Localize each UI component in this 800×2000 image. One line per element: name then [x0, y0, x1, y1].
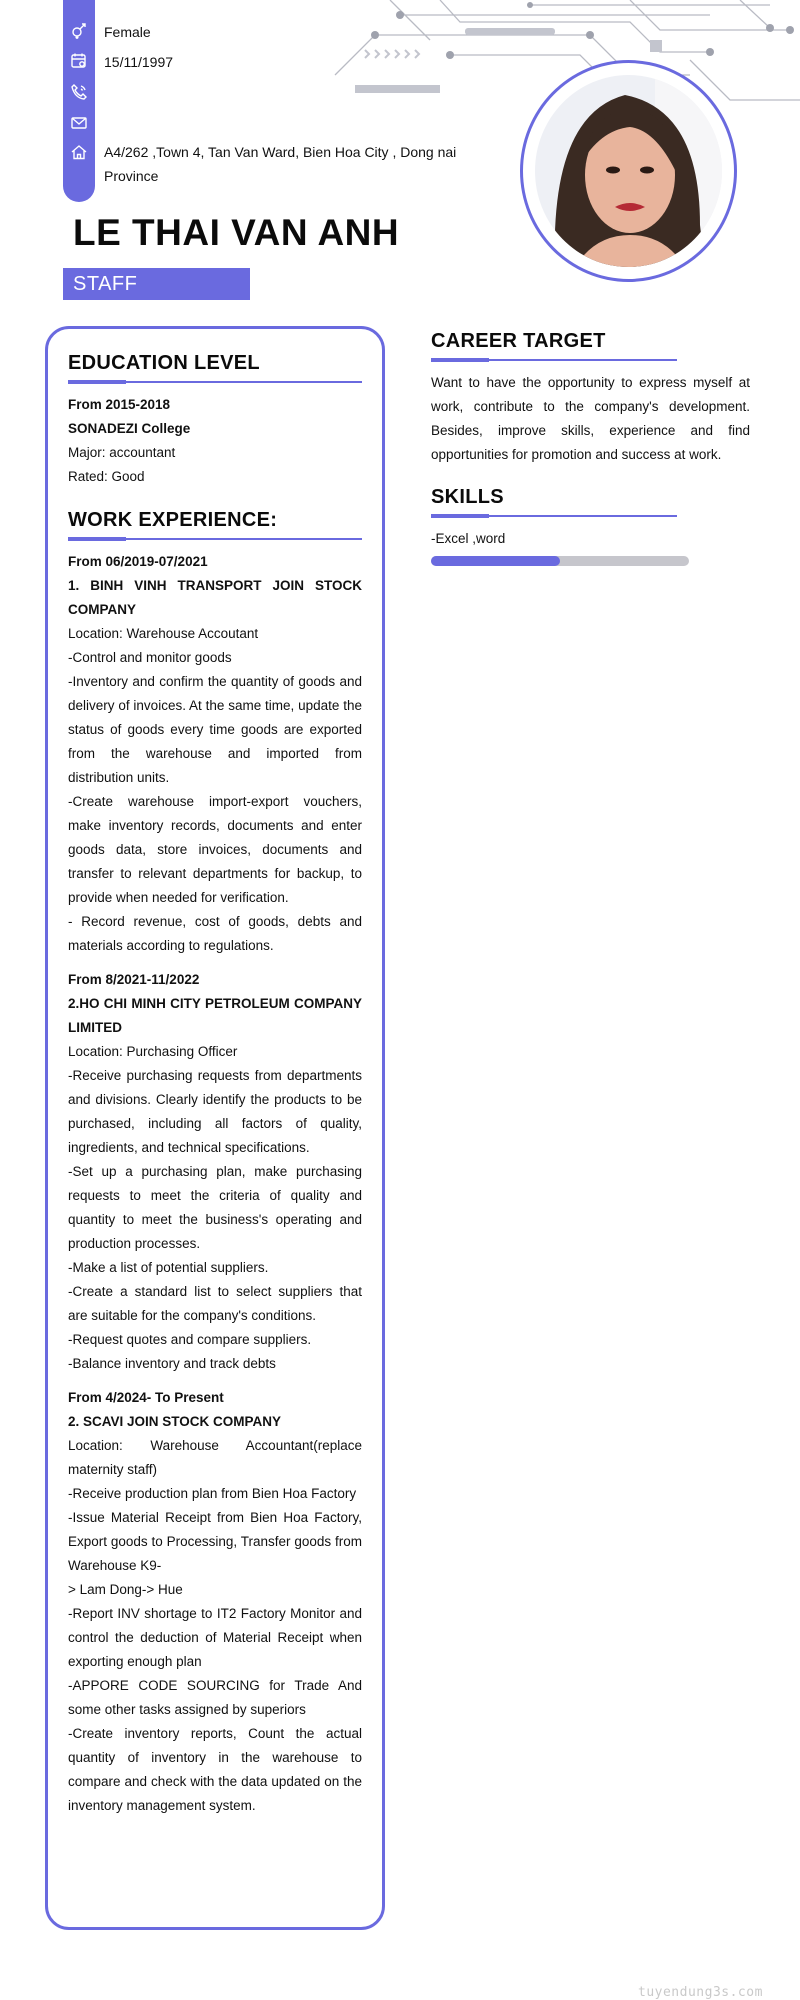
work-heading: WORK EXPERIENCE:	[68, 509, 278, 531]
job-line: -Report INV shortage to IT2 Factory Monitor and control the deduction of Material Receipt when exporting enough plan	[68, 1606, 362, 1669]
job-period: From 8/2021-11/2022	[68, 972, 200, 987]
education-major: Major: accountant	[68, 445, 176, 460]
job-line: -Create a standard list to select suppliers that are suitable for the company's conditions.	[68, 1284, 362, 1323]
job-line: -Make a list of potential suppliers.	[68, 1260, 269, 1275]
skill-bar-fill	[431, 556, 560, 566]
job-line: -Request quotes and compare suppliers.	[68, 1332, 312, 1347]
job-entry	[68, 550, 362, 958]
home-icon	[70, 143, 88, 161]
phone-icon	[70, 83, 88, 101]
mail-icon	[70, 114, 88, 132]
position-title: STAFF	[63, 268, 250, 300]
job-line: -Balance inventory and track debts	[68, 1356, 276, 1371]
education-period: From 2015-2018	[68, 397, 171, 412]
job-company: 2. SCAVI JOIN STOCK COMPANY	[68, 1414, 282, 1429]
calendar-icon	[70, 52, 88, 70]
job-line: -Receive purchasing requests from departments and divisions. Clearly identify the products to be purchased, including all factors of quality, ingredients, and technical specifications.	[68, 1068, 362, 1155]
job-line: - Record revenue, cost of goods, debts and materials according to regulations.	[68, 914, 362, 953]
job-line: -Control and monitor goods	[68, 650, 232, 665]
job-entry	[68, 1386, 362, 1818]
avatar	[535, 75, 722, 267]
skill-label: -Excel ,word	[431, 531, 506, 546]
job-company: 1. BINH VINH TRANSPORT JOIN STOCK COMPANY	[68, 578, 362, 617]
watermark: tuyendung3s.com	[638, 1985, 763, 2000]
section-divider	[431, 515, 677, 517]
job-company: 2.HO CHI MINH CITY PETROLEUM COMPANY LIMITED	[68, 996, 362, 1035]
section-divider	[68, 538, 362, 540]
avatar-frame	[520, 60, 737, 282]
job-line: > Lam Dong-> Hue	[68, 1582, 183, 1597]
job-line: -Create warehouse import-export vouchers, make inventory records, documents and enter goods data, store invoices, documents and transfer to relevant departments for backup, to provide when needed for verification.	[68, 794, 362, 905]
job-line: Location: Warehouse Accountant(replace maternity staff)	[68, 1438, 362, 1477]
education-heading: EDUCATION LEVEL	[68, 352, 260, 374]
career-section	[431, 328, 750, 467]
job-line: -Create inventory reports, Count the actual quantity of inventory in the warehouse to compare and check with the data updated on the inventory management system.	[68, 1726, 362, 1813]
job-line: Location: Warehouse Accoutant	[68, 626, 259, 641]
skills-section	[431, 484, 750, 566]
address-text: A4/262 ,Town 4, Tan Van Ward, Bien Hoa City , Dong nai Province	[104, 144, 457, 184]
job-line: -Receive production plan from Bien Hoa Factory	[68, 1486, 357, 1501]
education-section	[68, 350, 362, 1818]
skill-bar	[431, 556, 689, 566]
job-entry	[68, 968, 362, 1376]
candidate-name: LE THAI VAN ANH	[73, 212, 400, 253]
education-rating: Rated: Good	[68, 469, 145, 484]
career-text: Want to have the opportunity to express myself at work, contribute to the company's development. Besides, improve skills, experience and find opportunities for promotion and success at work.	[431, 375, 750, 462]
education-school: SONADEZI College	[68, 421, 191, 436]
job-line: Location: Purchasing Officer	[68, 1044, 238, 1059]
job-period: From 06/2019-07/2021	[68, 554, 208, 569]
job-line: -APPORE CODE SOURCING for Trade And some other tasks assigned by superiors	[68, 1678, 362, 1717]
job-line: -Set up a purchasing plan, make purchasing requests to meet the criteria of quality and quantity to meet the business's operating and production processes.	[68, 1164, 362, 1251]
job-line: -Issue Material Receipt from Bien Hoa Factory, Export goods to Processing, Transfer goods from Warehouse K9-	[68, 1510, 362, 1573]
job-period: From 4/2024- To Present	[68, 1390, 224, 1405]
birthdate-text: 15/11/1997	[104, 54, 174, 70]
section-divider	[431, 359, 677, 361]
section-divider	[68, 381, 362, 383]
gender-text: Female	[104, 24, 151, 40]
career-heading: CAREER TARGET	[431, 330, 606, 352]
skills-heading: SKILLS	[431, 486, 504, 508]
gender-icon	[70, 22, 88, 40]
job-line: -Inventory and confirm the quantity of goods and delivery of invoices. At the same time, update the status of goods every time goods are exported from the warehouse and imported from distribution units.	[68, 674, 362, 785]
